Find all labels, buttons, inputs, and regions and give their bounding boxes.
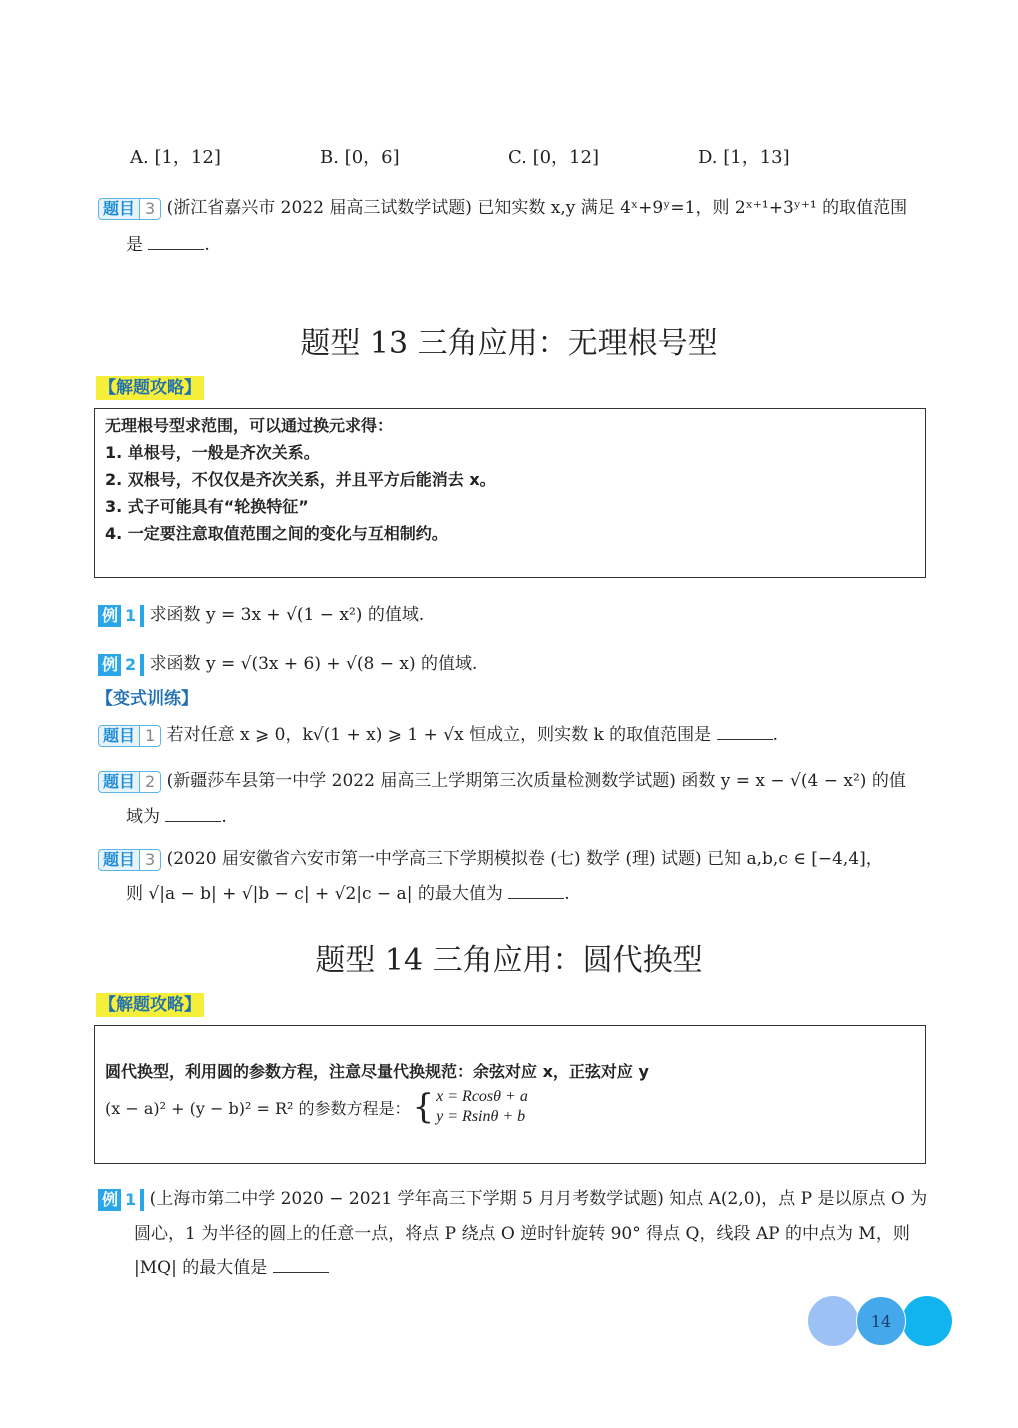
example-tag: 例 1 [98, 1189, 144, 1211]
example-2 [98, 649, 477, 676]
example-14-1-line3: |MQ| 的最大值是 [134, 1253, 329, 1278]
answer-blank [165, 805, 221, 822]
choice-c: C. [0，12] [508, 147, 599, 168]
question-tag: 题目 3 [98, 849, 161, 871]
page-number: 14 [870, 1311, 892, 1331]
question-text: 若对任意 x ⩾ 0，k√(1 + x) ⩾ 1 + √x 恒成立，则实数 k 的取值范围是 [166, 725, 712, 745]
parametric-equation: (x − a)² + (y − b)² = R² 的参数方程是： { x = Rcosθ + a y = Rsinθ + b [105, 1087, 528, 1127]
answer-blank [717, 723, 773, 740]
section-title-14: 题型 14 三角应用：圆代换型 [315, 943, 703, 978]
choice-b: B. [0，6] [320, 147, 400, 168]
example-1 [98, 600, 424, 627]
strategy-line: 3. 式子可能具有“轮换特征” [105, 497, 309, 516]
practice-2-cont: 域为 . [126, 807, 227, 827]
choice-d: D. [1，13] [698, 147, 790, 168]
answer-blank [508, 882, 564, 899]
strategy-line: 圆代换型，利用圆的参数方程，注意尽量代换规范：余弦对应 x，正弦对应 y [105, 1062, 649, 1081]
practice-1: 题目 1 若对任意 x ⩾ 0，k√(1 + x) ⩾ 1 + √x 恒成立，则实数 k 的取值范围是 . [98, 720, 778, 747]
example-text: (上海市第二中学 2020 − 2021 学年高三下学期 5 月月考数学试题) 知点 A(2,0)，点 P 是以原点 O 为 [149, 1189, 928, 1209]
choice-a: A. [1，12] [130, 147, 221, 168]
question-3-top-cont: 是 . [126, 235, 210, 255]
page-number-circle [856, 1296, 906, 1346]
strategy-line: 2. 双根号，不仅仅是齐次关系，并且平方后能消去 x。 [105, 470, 496, 489]
question-text: (浙江省嘉兴市 2022 届高三试数学试题) 已知实数 x,y 满足 4ˣ+9ʸ=1，则 2ˣ⁺¹+3ʸ⁺¹ 的取值范围 [166, 198, 908, 218]
strategy-line: 4. 一定要注意取值范围之间的变化与互相制约。 [105, 524, 448, 543]
page-decor-circle [808, 1296, 858, 1346]
strategy-line: 1. 单根号，一般是齐次关系。 [105, 443, 320, 462]
practice-3-cont: 则 √|a − b| + √|b − c| + √2|c − a| 的最大值为 . [126, 884, 570, 904]
example-14-1 [98, 1184, 927, 1211]
strategy-line: 无理根号型求范围，可以通过换元求得： [105, 416, 394, 435]
example-text: 求函数 y = √(3x + 6) + √(8 − x) 的值域. [149, 654, 478, 674]
brace-icon: { [412, 1087, 435, 1127]
strategy-box [94, 408, 926, 578]
strategy-box [94, 1025, 926, 1164]
example-tag: 例 1 [98, 605, 144, 627]
question-text: (2020 届安徽省六安市第一中学高三下学期模拟卷 (七) 数学 (理) 试题) 已知 a,b,c ∈ [−4,4]， [166, 849, 883, 869]
question-text: (新疆莎车县第一中学 2022 届高三上学期第三次质量检测数学试题) 函数 y = x − √(4 − x²) 的值 [166, 771, 906, 791]
practice-label: 【变式训练】 [96, 689, 198, 709]
answer-blank [148, 233, 204, 250]
page-decor-circle [902, 1296, 952, 1346]
question-tag: 题目 1 [98, 725, 161, 747]
strategy-label: 【解题攻略】 [96, 376, 204, 400]
example-text: 求函数 y = 3x + √(1 − x²) 的值域. [149, 605, 425, 625]
example-14-1-line2: 圆心，1 为半径的圆上的任意一点，将点 P 绕点 O 逆时针旋转 90° 得点 Q，线段 AP 的中点为 M，则 [134, 1224, 910, 1244]
question-tag: 题目 3 [98, 198, 161, 220]
question-3-top [98, 193, 907, 220]
strategy-label: 【解题攻略】 [96, 993, 204, 1017]
question-tag: 题目 2 [98, 771, 161, 793]
section-title-13: 题型 13 三角应用：无理根号型 [300, 326, 718, 361]
practice-2 [98, 766, 906, 793]
answer-blank [273, 1256, 329, 1273]
practice-3 [98, 844, 883, 871]
example-tag: 例 2 [98, 654, 144, 676]
